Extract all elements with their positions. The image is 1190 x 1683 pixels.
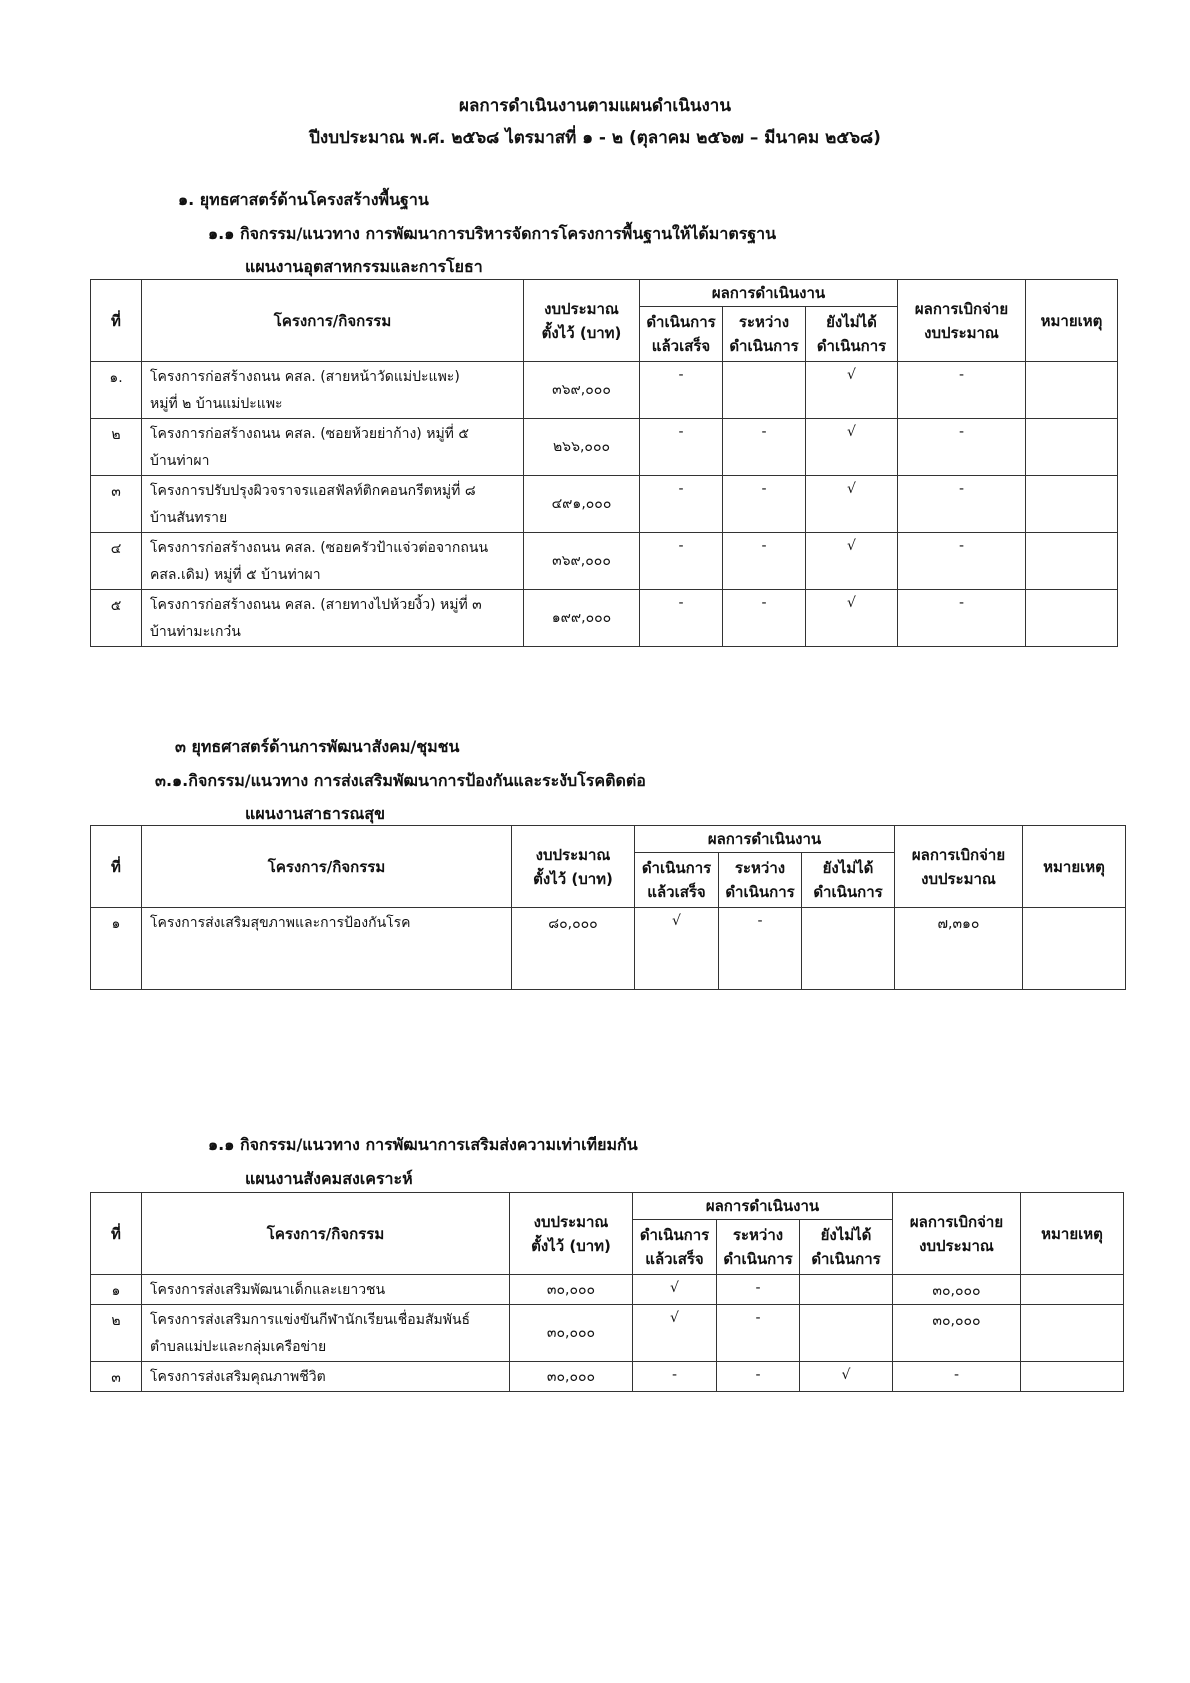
header-results: ผลการดำเนินงาน	[633, 1193, 893, 1220]
project-name-line1: โครงการก่อสร้างถนน คสล. (ซอยครัวป้าแจ่วต่อจากถนน	[150, 540, 489, 556]
cell-disburse: -	[898, 590, 1026, 647]
section2-table	[90, 825, 1126, 990]
cell-progress: -	[717, 1362, 800, 1392]
section3-activity: ๑.๑ กิจกรรม/แนวทาง การพัฒนาการเสริมส่งความเท่าเทียมกัน	[208, 1135, 638, 1154]
cell-no: ๒	[91, 419, 142, 476]
cell-progress: -	[723, 590, 806, 647]
header-done: ดำเนินการ แล้วเสร็จ	[633, 1220, 717, 1275]
cell-progress	[723, 362, 806, 419]
table-row	[91, 1275, 1124, 1305]
cell-disburse: -	[898, 419, 1026, 476]
cell-remark	[1021, 1275, 1124, 1305]
cell-done: -	[640, 476, 723, 533]
section3-table	[90, 1192, 1124, 1392]
header-project: โครงการ/กิจกรรม	[142, 1193, 510, 1275]
header-notstarted: ยังไม่ได้ ดำเนินการ	[802, 853, 895, 908]
table-row	[91, 1305, 1124, 1362]
project-name-line2: บ้านท่ามะเกว๋น	[150, 624, 241, 640]
project-name-line1: โครงการส่งเสริมการแข่งขันกีฬานักเรียนเชื่อมสัมพันธ์	[150, 1312, 471, 1328]
header-disburse: ผลการเบิกจ่าย งบประมาณ	[893, 1193, 1021, 1275]
cell-project	[142, 1275, 510, 1305]
cell-budget: ๒๖๖,๐๐๐	[524, 419, 640, 476]
cell-disburse: -	[898, 362, 1026, 419]
section2-activity: ๓.๑.กิจกรรม/แนวทาง การส่งเสริมพัฒนาการป้องกันและระงับโรคติดต่อ	[155, 771, 646, 790]
project-name-line1: โครงการก่อสร้างถนน คสล. (สายทางไปห้วยงิ้ว) หมู่ที่ ๓	[150, 597, 482, 613]
header-disburse: ผลการเบิกจ่าย งบประมาณ	[898, 280, 1026, 362]
project-name-line1: โครงการส่งเสริมพัฒนาเด็กและเยาวชน	[150, 1282, 386, 1298]
project-name-line2: หมู่ที่ ๒ บ้านแม่ปะแพะ	[150, 396, 283, 412]
cell-budget: ๔๙๑,๐๐๐	[524, 476, 640, 533]
cell-done: √	[635, 908, 719, 990]
project-name-line1: โครงการปรับปรุงผิวจราจรแอสฟัลท์ติกคอนกรีตหมู่ที่ ๘	[150, 483, 476, 499]
header-budget: งบประมาณ ตั้งไว้ (บาท)	[510, 1193, 633, 1275]
cell-remark	[1026, 533, 1118, 590]
cell-remark	[1023, 908, 1126, 990]
cell-done: √	[633, 1275, 717, 1305]
section2-table-header	[91, 826, 1126, 908]
cell-done: √	[633, 1305, 717, 1362]
project-name-line1: โครงการส่งเสริมคุณภาพชีวิต	[150, 1369, 326, 1385]
cell-notstarted	[802, 908, 895, 990]
table-row	[91, 590, 1118, 647]
header-no: ที่	[91, 280, 142, 362]
cell-budget: ๓๖๙,๐๐๐	[524, 362, 640, 419]
cell-progress: -	[723, 533, 806, 590]
cell-notstarted: √	[806, 590, 898, 647]
cell-budget: ๓๐,๐๐๐	[510, 1305, 633, 1362]
header-progress: ระหว่าง ดำเนินการ	[717, 1220, 800, 1275]
cell-notstarted: √	[800, 1362, 893, 1392]
cell-budget: ๑๙๙,๐๐๐	[524, 590, 640, 647]
cell-disburse: -	[898, 533, 1026, 590]
cell-remark	[1026, 362, 1118, 419]
cell-no: ๕	[91, 590, 142, 647]
table-row	[91, 1362, 1124, 1392]
cell-project	[142, 419, 524, 476]
section1-table-header	[91, 280, 1118, 362]
page-title-line2: ปีงบประมาณ พ.ศ. ๒๕๖๘ ไตรมาสที่ ๑ - ๒ (ตุลาคม ๒๕๖๗ – มีนาคม ๒๕๖๘)	[309, 128, 881, 148]
header-budget: งบประมาณ ตั้งไว้ (บาท)	[524, 280, 640, 362]
cell-no: ๒	[91, 1305, 142, 1362]
project-name-line2: คสล.เดิม) หมู่ที่ ๕ บ้านท่าผา	[150, 567, 321, 583]
header-progress: ระหว่าง ดำเนินการ	[723, 307, 806, 362]
cell-project	[142, 1305, 510, 1362]
cell-budget: ๓๐,๐๐๐	[510, 1362, 633, 1392]
cell-remark	[1021, 1362, 1124, 1392]
header-results: ผลการดำเนินงาน	[640, 280, 898, 307]
cell-project	[142, 590, 524, 647]
cell-no: ๓	[91, 1362, 142, 1392]
header-remark: หมายเหตุ	[1021, 1193, 1124, 1275]
table-row	[91, 533, 1118, 590]
cell-disburse: ๗,๓๑๐	[895, 908, 1023, 990]
cell-budget: ๓๖๙,๐๐๐	[524, 533, 640, 590]
header-notstarted: ยังไม่ได้ ดำเนินการ	[806, 307, 898, 362]
table-row	[91, 419, 1118, 476]
section1-strategy: ๑. ยุทธศาสตร์ด้านโครงสร้างพื้นฐาน	[178, 190, 429, 209]
cell-project	[142, 476, 524, 533]
header-done: ดำเนินการ แล้วเสร็จ	[635, 853, 719, 908]
section2-strategy: ๓ ยุทธศาสตร์ด้านการพัฒนาสังคม/ชุมชน	[175, 737, 460, 756]
cell-notstarted: √	[806, 419, 898, 476]
cell-project	[142, 1362, 510, 1392]
cell-remark	[1026, 419, 1118, 476]
cell-no: ๑	[91, 908, 142, 990]
cell-progress: -	[723, 419, 806, 476]
header-results: ผลการดำเนินงาน	[635, 826, 895, 853]
cell-no: ๓	[91, 476, 142, 533]
cell-project	[142, 533, 524, 590]
cell-no: ๔	[91, 533, 142, 590]
section3-table-header	[91, 1193, 1124, 1275]
header-no: ที่	[91, 826, 142, 908]
cell-done: -	[640, 533, 723, 590]
section1-plan: แผนงานอุตสาหกรรมและการโยธา	[245, 257, 483, 276]
header-remark: หมายเหตุ	[1023, 826, 1126, 908]
cell-remark	[1026, 590, 1118, 647]
cell-project	[142, 908, 512, 990]
header-notstarted: ยังไม่ได้ ดำเนินการ	[800, 1220, 893, 1275]
cell-remark	[1021, 1305, 1124, 1362]
header-no: ที่	[91, 1193, 142, 1275]
cell-progress: -	[719, 908, 802, 990]
cell-disburse: -	[893, 1362, 1021, 1392]
header-done: ดำเนินการ แล้วเสร็จ	[640, 307, 723, 362]
cell-done: -	[640, 590, 723, 647]
cell-no: ๑.	[91, 362, 142, 419]
cell-progress: -	[723, 476, 806, 533]
header-disburse: ผลการเบิกจ่าย งบประมาณ	[895, 826, 1023, 908]
project-name-line1: โครงการก่อสร้างถนน คสล. (ซอยห้วยย่าก้าง) หมู่ที่ ๕	[150, 426, 469, 442]
project-name-line2: บ้านสันทราย	[150, 510, 228, 526]
project-name-line1: โครงการก่อสร้างถนน คสล. (สายหน้าวัดแม่ปะแพะ)	[150, 369, 460, 385]
cell-budget: ๓๐,๐๐๐	[510, 1275, 633, 1305]
cell-notstarted	[800, 1305, 893, 1362]
cell-done: -	[640, 362, 723, 419]
page-title-line1: ผลการดำเนินงานตามแผนดำเนินงาน	[459, 96, 731, 116]
section3-plan: แผนงานสังคมสงเคราะห์	[245, 1169, 413, 1188]
header-budget: งบประมาณ ตั้งไว้ (บาท)	[512, 826, 635, 908]
cell-disburse: ๓๐,๐๐๐	[893, 1275, 1021, 1305]
cell-progress: -	[717, 1305, 800, 1362]
cell-disburse: -	[898, 476, 1026, 533]
cell-disburse: ๓๐,๐๐๐	[893, 1305, 1021, 1362]
table-row	[91, 476, 1118, 533]
section1-table	[90, 279, 1118, 647]
cell-notstarted	[800, 1275, 893, 1305]
cell-remark	[1026, 476, 1118, 533]
cell-notstarted: √	[806, 362, 898, 419]
cell-no: ๑	[91, 1275, 142, 1305]
table-row	[91, 362, 1118, 419]
cell-budget: ๘๐,๐๐๐	[512, 908, 635, 990]
header-remark: หมายเหตุ	[1026, 280, 1118, 362]
section1-activity: ๑.๑ กิจกรรม/แนวทาง การพัฒนาการบริหารจัดการโครงการพื้นฐานให้ได้มาตรฐาน	[208, 224, 777, 243]
header-project: โครงการ/กิจกรรม	[142, 826, 512, 908]
cell-project	[142, 362, 524, 419]
table-row	[91, 908, 1126, 990]
cell-notstarted: √	[806, 476, 898, 533]
header-project: โครงการ/กิจกรรม	[142, 280, 524, 362]
header-progress: ระหว่าง ดำเนินการ	[719, 853, 802, 908]
cell-done: -	[633, 1362, 717, 1392]
cell-done: -	[640, 419, 723, 476]
project-name-line2: ตำบลแม่ปะและกลุ่มเครือข่าย	[150, 1339, 327, 1355]
project-name-line2: บ้านท่าผา	[150, 453, 210, 469]
section2-plan: แผนงานสาธารณสุข	[245, 804, 385, 823]
project-name-line1: โครงการส่งเสริมสุขภาพและการป้องกันโรค	[150, 915, 411, 931]
cell-notstarted: √	[806, 533, 898, 590]
cell-progress: -	[717, 1275, 800, 1305]
